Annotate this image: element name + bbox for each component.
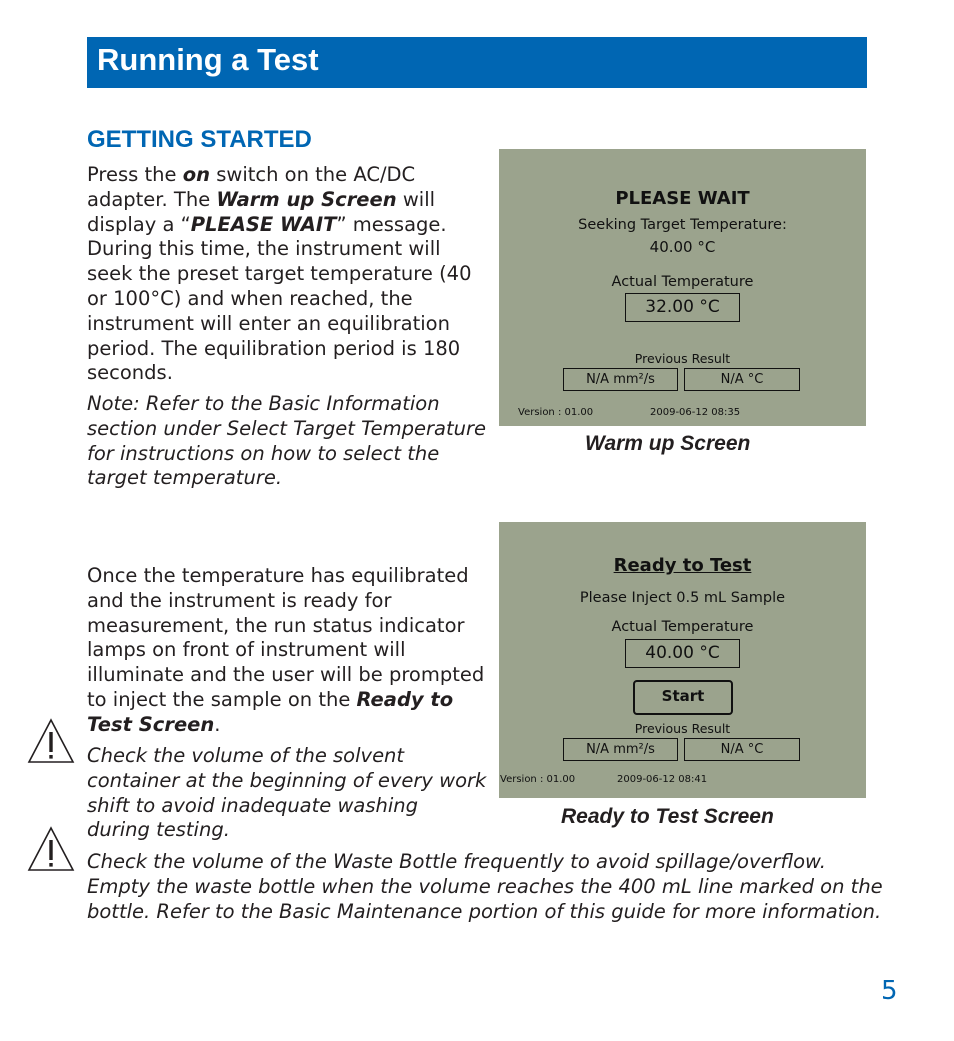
emphasis-please-wait: PLEASE WAIT [190,212,337,236]
text-run: . [214,712,221,736]
actual-temperature-label: Actual Temperature [611,619,754,635]
actual-temperature-value: 32.00 °C [625,293,740,322]
target-temperature: 40.00 °C [649,238,716,256]
title-bar [87,37,867,88]
warning-icon [27,825,75,873]
text-run: ” message. During this time, the instrument will seek the preset target temperature (40 or 100°C) and when reached, the instrument will enter an equilibration period. The equilibration period is 180 seconds. [87,212,472,385]
warning-text-waste: Check the volume of the Waste Bottle frequently to avoid spillage/overflow. Empty the waste bottle when the volume reaches the 400 mL line marked on the bottle. Refer to the Basic Maintenance portion of this guide for more information. [87,850,883,923]
emphasis-ready-to-test: Ready to Test Screen [87,687,454,736]
screen-title: Ready to Test [613,555,752,576]
previous-viscosity: N/A mm²/s [563,738,678,761]
ready-paragraph [87,564,497,738]
warning-icon [27,717,75,765]
version-label: Version : 01.00 [518,407,594,418]
ready-to-test-caption: Ready to Test Screen [561,805,774,828]
text-run: will display a “ [87,187,436,236]
version-label: Version : 01.00 [500,774,576,785]
intro-paragraph [87,163,487,386]
actual-temperature-value: 40.00 °C [625,639,740,668]
warning-text-solvent: Check the volume of the solvent container at the beginning of every work shift to avoid inadequate washing during testing. [87,744,487,842]
page-number: 5 [881,976,898,1006]
previous-temperature: N/A °C [684,368,800,391]
warm-up-caption: Warm up Screen [585,432,751,455]
ready-to-test-screen-image [499,522,866,798]
seeking-label: Seeking Target Temperature: [578,217,787,233]
datetime-label: 2009-06-12 08:35 [650,407,741,418]
previous-temperature: N/A °C [684,738,800,761]
previous-viscosity: N/A mm²/s [563,368,678,391]
warm-up-screen-image [499,149,866,426]
text-run: switch on the AC/DC adapter. The [87,163,416,211]
previous-result-label: Previous Result [634,351,731,366]
start-button: Start [633,680,733,715]
emphasis-warm-up-screen: Warm up Screen [216,187,397,211]
text-run: Once the temperature has equilibrated and the instrument is ready for measurement, the run status indicator lamps on front of instrument will illuminate and the user will be prompted to inject the sample on the [87,564,485,711]
emphasis-on: on [182,163,211,186]
datetime-label: 2009-06-12 08:41 [617,774,708,785]
previous-result-label: Previous Result [634,721,731,736]
screen-title: PLEASE WAIT [615,188,750,209]
actual-temperature-label: Actual Temperature [611,274,754,290]
page-title: Running a Test [97,42,319,77]
section-heading: GETTING STARTED [87,126,312,153]
note-paragraph: Note: Refer to the Basic Information section under Select Target Temperature for instructions on how to select the target temperature. [87,392,486,490]
text-run: Press the [87,163,183,186]
inject-instruction: Please Inject 0.5 mL Sample [579,590,786,606]
